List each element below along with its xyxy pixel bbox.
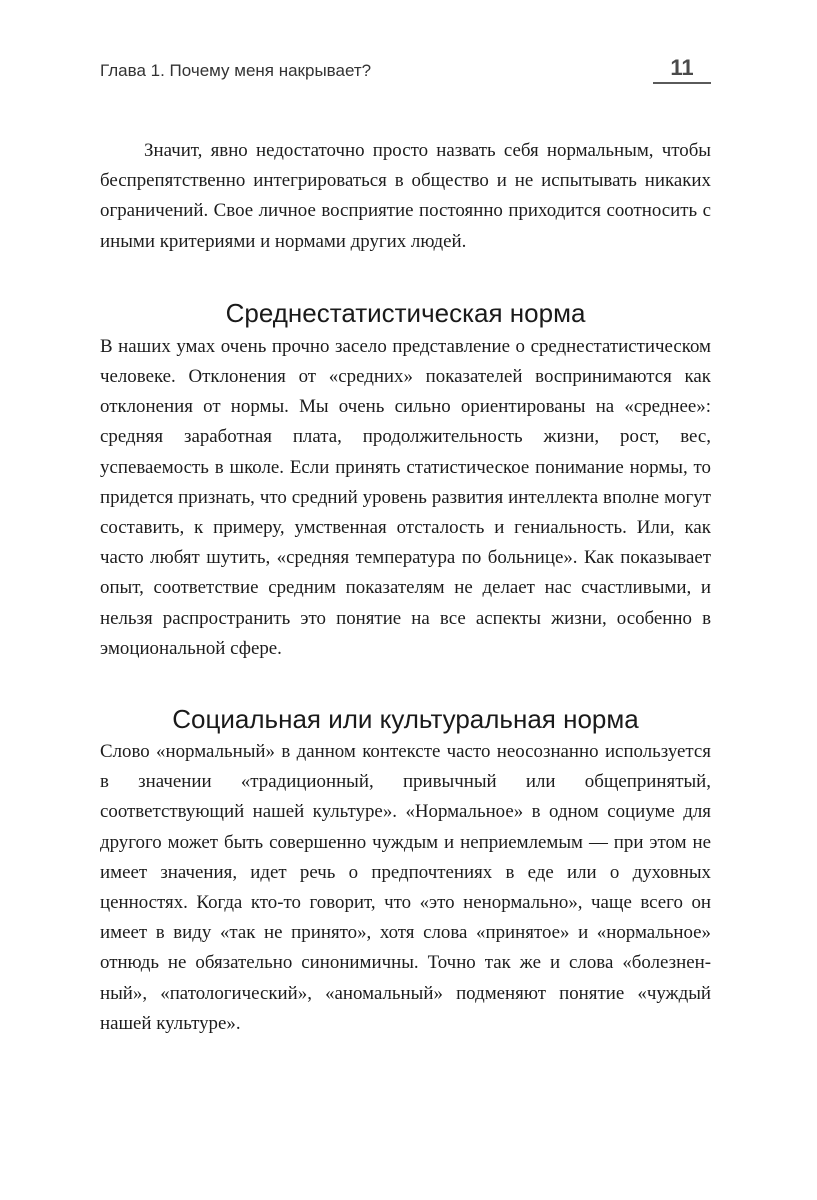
page-number: 11 — [653, 55, 711, 84]
section-paragraph-social-norm: Слово «нормальный» в данном контексте часто неосознанно используется в значении «традиционный, привычный или общепринятый, соответствующий нашей культуре». «Нормальное» в одном социуме для другого может быть совершенно чуждым и неприемлемым — при этом не имеет значения, идет речь о предпочтениях в еде или о духовных ценностях. Когда кто-то говорит, что «это ненормально», чаще всего он имеет в виду «так не принято», хотя слова «принятое» и «нормальное» отнюдь не обязательно синонимичны. Точно так же и слова «болезненный», «патологический», «аномальный» подменяют понятие «чуждый нашей культуре». — [100, 741, 711, 1034]
section-paragraph-statistical-norm: В наших умах очень прочно засело представление о среднестатистическом человеке. Отклонения от «средних» показателей воспринимаются как отклонения от нормы. Мы очень сильно ориентированы на «среднее»: средняя заработная плата, продолжительность жизни, рост, вес, успеваемость в школе. Если принять статистическое понимание нормы, то придется признать, что средний уровень развития интеллекта вполне могут составить, к примеру, умственная отсталость и гениальность. Или, как часто любят шутить, «средняя температура по больнице». Как показывает опыт, соответствие средним показателям не делает нас счастливыми, и нельзя распространить это понятие на все аспекты жизни, особенно в эмоциональной сфере. — [100, 335, 711, 659]
page-header — [100, 55, 711, 85]
running-head: Глава 1. Почему меня накрывает? — [100, 61, 372, 80]
section-heading-statistical-norm: Среднестатистическая норма — [225, 297, 586, 328]
section-heading-social-norm: Социальная или культуральная норма — [172, 704, 639, 735]
intro-paragraph: Значит, явно недостаточно просто назвать себя нормальным, чтобы беспрепятственно интегрироваться в общество и не испытывать никаких ограничений. Свое личное восприятие постоянно приходится соотносить с иными критериями и нормами других людей. — [100, 140, 711, 252]
page-body — [100, 136, 711, 1039]
